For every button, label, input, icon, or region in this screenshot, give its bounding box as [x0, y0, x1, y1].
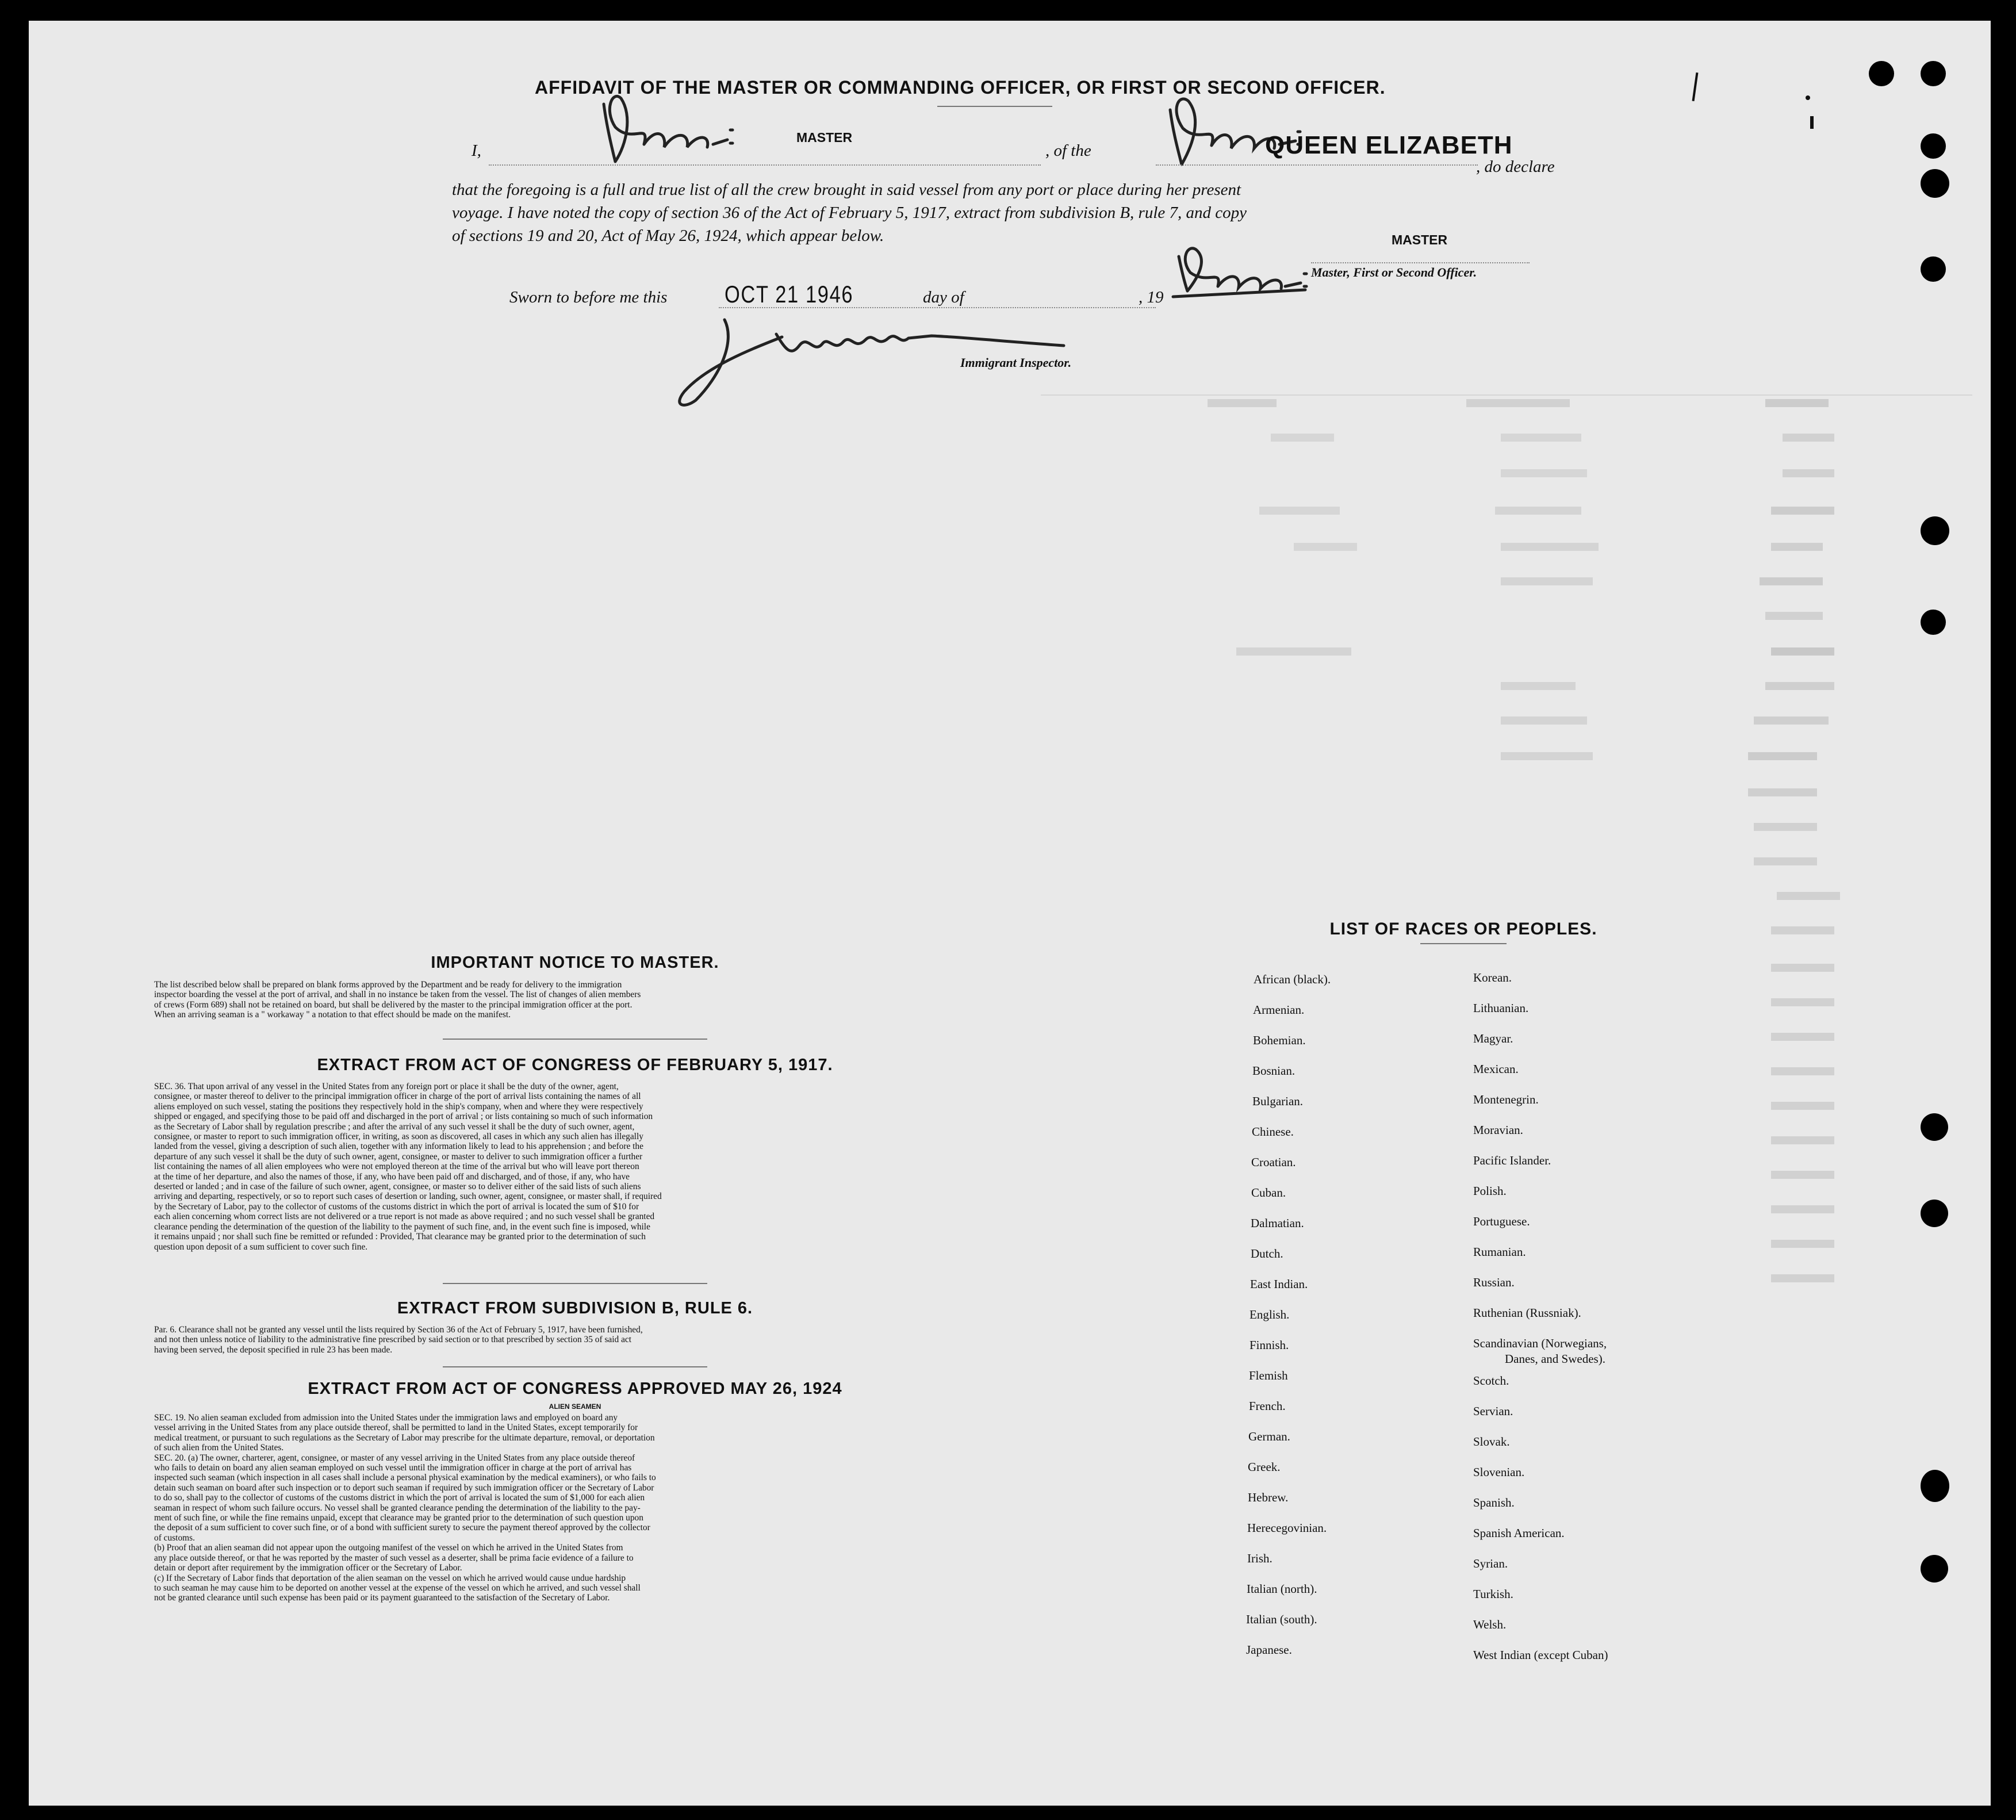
text-line: When an arriving seaman is a " workaway " a notation to that effect should be made on the manifest.	[154, 1010, 511, 1020]
race-item: West Indian (except Cuban)	[1473, 1648, 1608, 1662]
race-item: Danes, and Swedes).	[1505, 1352, 1605, 1366]
rule-6-title: EXTRACT FROM SUBDIVISION B, RULE 6.	[397, 1299, 753, 1317]
notice-body	[154, 980, 991, 1020]
text-line: departure of any such vessel it shall be the duty of such owner, agent, consignee, or master to deliver to such immigration officer a further	[154, 1151, 643, 1162]
notice-title: IMPORTANT NOTICE TO MASTER.	[431, 953, 719, 972]
text-line: any place outside thereof, or that he was reported by the master of such vessel as a deserter, shall be prima facie evidence of a failure to	[154, 1553, 634, 1563]
race-item: Spanish American.	[1473, 1526, 1565, 1540]
master-signature-1	[581, 75, 753, 173]
race-item: French.	[1249, 1399, 1286, 1413]
text-line: medical treatment, or pursuant to such regulations as the Secretary of Labor may prescribe for the ultimate departure, removal, or deportation	[154, 1432, 655, 1443]
i-label: I,	[472, 141, 481, 160]
text-line: to do so, shall pay to the collector of customs of the customs district in which the port of arrival is located the sum of $1,000 for each alien	[154, 1493, 645, 1503]
race-item: Dutch.	[1251, 1247, 1283, 1260]
ink-dot	[1806, 95, 1810, 100]
race-item: Welsh.	[1473, 1618, 1507, 1631]
race-item: Mexican.	[1473, 1062, 1519, 1076]
race-item: Cuban.	[1251, 1186, 1286, 1200]
text-line: it remains unpaid ; nor shall such fine be remitted or refunded : Provided, That clearance may be granted prior to the determination of such	[154, 1232, 646, 1242]
vessel-fill-line	[1156, 164, 1478, 166]
punch-hole	[1921, 610, 1946, 635]
text-line: each alien concerning whom correct lists are not delivered or a true report is not made as above required ; and no such vessel shall be granted	[154, 1212, 655, 1222]
text-line: (b) Proof that an alien seaman did not appear upon the outgoing manifest of the vessel on which he arrived in the United States from	[154, 1543, 623, 1553]
text-line: vessel arriving in the United States from any place outside thereof, shall be permitted to land in the United States, except temporarily for	[154, 1423, 638, 1433]
text-line: consignee, or master to report to such immigration officer, in writing, as soon as discovered, all cases in which any such alien has illegally	[154, 1132, 643, 1142]
year-prefix: , 19	[1139, 288, 1164, 306]
races-title-rule	[1420, 943, 1507, 944]
act-1917-title: EXTRACT FROM ACT OF CONGRESS OF FEBRUARY 5, 1917.	[317, 1056, 833, 1074]
ship-name: QUEEN ELIZABETH	[1265, 131, 1513, 159]
sworn-label: Sworn to before me this	[509, 288, 668, 306]
declaration-line-3: of sections 19 and 20, Act of May 26, 1924, which appear below.	[452, 227, 884, 245]
text-line: aliens employed on such vessel, stating the positions they respectively hold in the ship's company, when and where they were respectively	[154, 1101, 643, 1112]
race-item: Ruthenian (Russniak).	[1473, 1306, 1581, 1320]
race-item: East Indian.	[1250, 1277, 1308, 1291]
text-line: (c) If the Secretary of Labor finds that deportation of the alien seaman on the vessel on which he arrived would cause undue hardship	[154, 1573, 626, 1583]
affidavit-title: AFFIDAVIT OF THE MASTER OR COMMANDING OFFICER, OR FIRST OR SECOND OFFICER.	[535, 77, 1386, 98]
race-item: Moravian.	[1473, 1123, 1523, 1137]
sworn-date-stamp: OCT 21 1946	[725, 281, 854, 308]
text-line: shipped or engaged, and specifying those to be paid off and discharged in the port of arrival ; or lists containing so much of such information	[154, 1112, 653, 1122]
race-item: Lithuanian.	[1473, 1001, 1529, 1015]
race-item: Hebrew.	[1248, 1491, 1289, 1504]
text-line: list containing the names of all alien employees who were not employed thereon at the time of the arrival but who will leave port thereon	[154, 1162, 639, 1172]
race-item: English.	[1250, 1308, 1290, 1321]
race-item: Bosnian.	[1252, 1064, 1296, 1078]
race-item: Bohemian.	[1253, 1033, 1306, 1047]
divider-3	[443, 1366, 707, 1367]
race-item: Armenian.	[1253, 1003, 1305, 1017]
race-item: Italian (north).	[1247, 1582, 1317, 1596]
race-item: Spanish.	[1473, 1496, 1515, 1509]
race-item: Syrian.	[1473, 1557, 1508, 1570]
text-line: arriving and departing, respectively, or so to report such cases of desertion or landing, such owner, agent, consignee, or master shall, if required	[154, 1191, 662, 1202]
punch-hole	[1921, 1555, 1948, 1583]
text-line: clearance pending the determination of the question of the liability to the payment of such fine, and, in the event such fine is imposed, while	[154, 1221, 650, 1232]
race-item: Korean.	[1473, 971, 1512, 984]
declaration-line-2: voyage. I have noted the copy of section 36 of the Act of February 5, 1917, extract from subdivision B, rule 7, and copy	[452, 204, 1247, 222]
race-item: Finnish.	[1250, 1338, 1289, 1352]
text-line: consignee, or master thereof to deliver to the principal immigration officer in charge of the port of arrival lists containing the names of all	[154, 1091, 641, 1102]
race-item: Bulgarian.	[1252, 1094, 1304, 1108]
text-line: Par. 6. Clearance shall not be granted any vessel until the lists required by Section 36 of the Act of February 5, 1917, have been furnished,	[154, 1325, 643, 1335]
text-line: question upon deposit of a sum sufficient to cover such fine.	[154, 1242, 368, 1252]
act-1917-body	[154, 1082, 991, 1252]
punch-hole	[1921, 169, 1949, 198]
punch-hole	[1921, 1470, 1949, 1502]
officer-caption: Master, First or Second Officer.	[1311, 265, 1477, 279]
race-item: Servian.	[1473, 1404, 1513, 1418]
race-item: Herecegovinian.	[1247, 1521, 1327, 1535]
text-line: SEC. 36. That upon arrival of any vessel in the United States from any foreign port or place it shall be the duty of the owner, agent,	[154, 1082, 619, 1091]
punch-hole	[1921, 256, 1946, 282]
divider-1	[443, 1039, 707, 1040]
text-line: as the Secretary of Labor shall by regulation prescribe ; and after the arrival of any such vessel it shall be the duty of such owner, agent,	[154, 1121, 635, 1132]
race-item: Rumanian.	[1473, 1245, 1526, 1259]
ink-dot	[1810, 116, 1814, 129]
master-stamp-1: MASTER	[796, 130, 853, 145]
title-underline	[937, 106, 1052, 107]
text-line: the deposit of a sum sufficient to cover such fine, or of a bond with sufficient surety to secure the payment thereof approved by the collector	[154, 1523, 650, 1533]
race-item: Dalmatian.	[1251, 1216, 1304, 1230]
text-line: having been served, the deposit specified in rule 23 has been made.	[154, 1344, 393, 1355]
race-item: Russian.	[1473, 1275, 1515, 1289]
punch-hole	[1921, 1113, 1948, 1141]
declaration-line-1: that the foregoing is a full and true list of all the crew brought in said vessel from any port or place during her present	[452, 181, 1241, 199]
text-line: inspected such seaman (which inspection in all cases shall include a personal physical examination by the medical examiners), or who fails to	[154, 1473, 656, 1483]
text-line: who fails to detain on board any alien seaman employed on such vessel until the immigration officer in charge at the port of arrival has	[154, 1463, 632, 1473]
race-item: Slovak.	[1473, 1435, 1510, 1449]
text-line: by the Secretary of Labor, pay to the collector of customs of the customs district in which the port of arrival is located the sum of $10 for	[154, 1201, 639, 1212]
race-item: Flemish	[1249, 1369, 1288, 1382]
text-line: deserted or landed ; and in case of the failure of such owner, agent, consignee, or master so to deliver either of the said lists of such aliens	[154, 1182, 641, 1192]
race-item: Scandinavian (Norwegians,	[1473, 1336, 1607, 1350]
text-line: to such seaman he may cause him to be deported on another vessel at the expense of the vessel on which he arrived, and such vessel shall	[154, 1583, 641, 1593]
act-1924-title: EXTRACT FROM ACT OF CONGRESS APPROVED MAY 26, 1924	[308, 1380, 842, 1398]
inspector-caption: Immigrant Inspector.	[960, 355, 1072, 370]
text-line: and not then unless notice of liability to the administrative fine prescribed by said section or to that prescribed by section 35 of said act	[154, 1335, 632, 1345]
text-line: seaman in respect of whom such failure occurs. No vessel shall be granted clearance pending the determination of the liability to the pay-	[154, 1503, 641, 1513]
text-line: SEC. 20. (a) The owner, charterer, agent, consignee, or master of any vessel arriving in the United States from any place outside thereof	[154, 1453, 635, 1463]
race-item: Chinese.	[1252, 1125, 1294, 1139]
text-line: The list described below shall be prepared on blank forms approved by the Department and be ready for delivery to the immigration	[154, 980, 622, 990]
race-item: Turkish.	[1473, 1587, 1513, 1601]
name-fill-line	[489, 164, 1041, 166]
race-item: Portuguese.	[1473, 1214, 1530, 1228]
race-item: Italian (south).	[1246, 1612, 1317, 1626]
of-the-label: , of the	[1045, 141, 1091, 160]
text-line: landed from the vessel, giving a description of such alien, together with any information likely to lead to his apprehension ; and before the	[154, 1141, 643, 1152]
race-item: Pacific Islander.	[1473, 1154, 1551, 1167]
text-line: inspector boarding the vessel at the port of arrival, and shall in no instance be taken from the vessel. The list of changes of alien members	[154, 990, 641, 1000]
race-item: Greek.	[1248, 1460, 1281, 1474]
punch-hole	[1921, 133, 1946, 159]
punch-hole	[1869, 61, 1894, 86]
pen-mark	[1692, 72, 1699, 101]
race-item: Croatian.	[1251, 1155, 1296, 1169]
punch-hole	[1921, 1200, 1948, 1227]
text-line: ment of such fine, or while the fine remains unpaid, except that clearance may be granted prior to the determination of such question upon	[154, 1513, 643, 1523]
race-item: Japanese.	[1246, 1643, 1292, 1657]
text-line: at the time of her departure, and also the names of those, if any, who have been paid off and discharged, and of those, if any, who have	[154, 1171, 630, 1182]
officer-fill-line	[1311, 262, 1530, 263]
text-line: detain such seaman on board after such inspection or to deport such seaman if required by such immigration officer or the Secretary of Labor	[154, 1482, 654, 1493]
day-of-label: day of	[923, 288, 964, 306]
race-item: Polish.	[1473, 1184, 1507, 1198]
text-line: detain or deport after requirement by the immigration officer or the Secretary of Labor.	[154, 1563, 462, 1573]
divider-2	[443, 1283, 707, 1284]
race-item: Scotch.	[1473, 1374, 1509, 1388]
punch-hole	[1921, 61, 1946, 86]
race-item: Montenegrin.	[1473, 1093, 1539, 1106]
text-line: of crews (Form 689) shall not be retained on board, but shall be delivered by the master to the principal immigration officer at the port.	[154, 999, 633, 1010]
master-stamp-2: MASTER	[1392, 232, 1448, 247]
races-title: LIST OF RACES OR PEOPLES.	[1329, 919, 1597, 938]
race-item: Slovenian.	[1473, 1465, 1525, 1479]
text-line: SEC. 19. No alien seaman excluded from admission into the United States under the immigration laws and employed on board any	[154, 1413, 618, 1423]
document-page	[29, 21, 1991, 1806]
act-1924-body	[154, 1413, 991, 1603]
text-line: not be granted clearance until such expense has been paid or its payment guaranteed to the satisfaction of the Secretary of Labor.	[154, 1593, 610, 1603]
punch-hole	[1921, 516, 1949, 545]
text-line: of customs.	[154, 1532, 195, 1543]
race-item: German.	[1248, 1430, 1290, 1443]
race-item: Magyar.	[1473, 1032, 1513, 1045]
do-declare-label: , do declare	[1476, 158, 1555, 176]
race-item: Irish.	[1247, 1551, 1273, 1565]
rule-6-body	[154, 1325, 991, 1355]
race-item: African (black).	[1254, 972, 1331, 986]
text-line: of such alien from the United States.	[154, 1443, 284, 1453]
act-1924-subtitle: ALIEN SEAMEN	[549, 1403, 601, 1411]
